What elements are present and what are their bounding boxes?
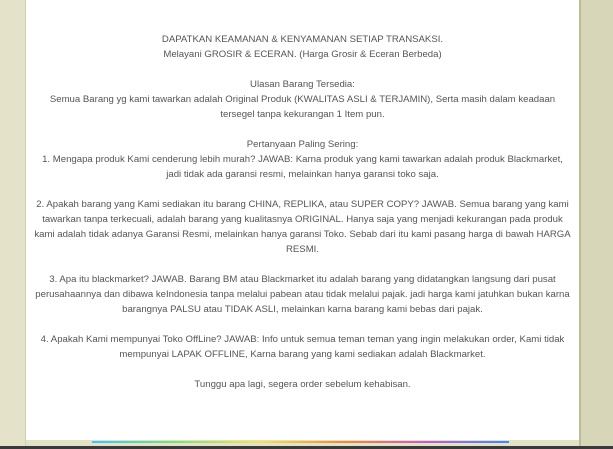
header-line-2: Melayani GROSIR & ECERAN. (Harga Grosir & Eceran Berbeda): [163, 49, 442, 60]
faq-question-4: 4. Apakah Kami mempunyai Toko OffLine? JAWAB: Info untuk semua teman teman yang ingin melakukan order, Kami tidak mempunyai LAPAK OFFLINE, Karna barang yang kami sediakan adalah Blackmarket.: [40, 334, 565, 360]
faq-title: Pertanyaan Paling Sering:: [246, 139, 359, 150]
product-description-panel: [26, 0, 579, 440]
faq-section: [34, 137, 571, 182]
right-gutter: [579, 0, 613, 449]
faq-question-2: 2. Apakah barang yang Kami sediakan itu barang CHINA, REPLIKA, atau SUPER COPY? JAWAB. Semua barang yang kami tawarkan tanpa terkecuali, adalah barang yang kualitasnya ORIGINAL. Hanya saja yang menjadi kekurangan pada produk kami adalah tidak adanya Garansi Resmi, melainkan hanya garansi Toko. Sebab dari itu kami pasang harga di bawah HARGA RESMI.: [34, 199, 571, 255]
faq-question-1: 1. Mengapa produk Kami cenderung lebih murah? JAWAB: Karna produk yang kami tawarkan adalah produk Blackmarket, jadi tidak ada garansi resmi, melainkan hanya garansi toko saja.: [42, 154, 563, 180]
closing-text: Tunggu apa lagi, segera order sebelum kehabisan.: [194, 379, 411, 390]
rainbow-divider: [92, 441, 509, 443]
review-section: [34, 77, 571, 122]
header-section: [34, 32, 571, 62]
left-gutter: [0, 0, 26, 449]
header-line-1: DAPATKAN KEAMANAN & KENYAMANAN SETIAP TRANSAKSI.: [161, 34, 444, 45]
review-body: Semua Barang yg kami tawarkan adalah Original Produk (KWALITAS ASLI & TERJAMIN), Serta masih dalam keadaan tersegel tanpa kekurangan 1 Item pun.: [49, 94, 556, 120]
review-title: Ulasan Barang Tersedia:: [250, 79, 355, 90]
faq-question-3: 3. Apa itu blackmarket? JAWAB. Barang BM atau Blackmarket itu adalah barang yang didatangkan langsung dari pusat perusahaannya dan dibawa keIndonesia tanpa melalui pabean atau tidak melalui pajak. jadi harga kami jatuhkan bukan karna barangnya PALSU atau TIDAK ASLI, melainkan karna barang kami bebas dari pajak.: [35, 274, 570, 315]
